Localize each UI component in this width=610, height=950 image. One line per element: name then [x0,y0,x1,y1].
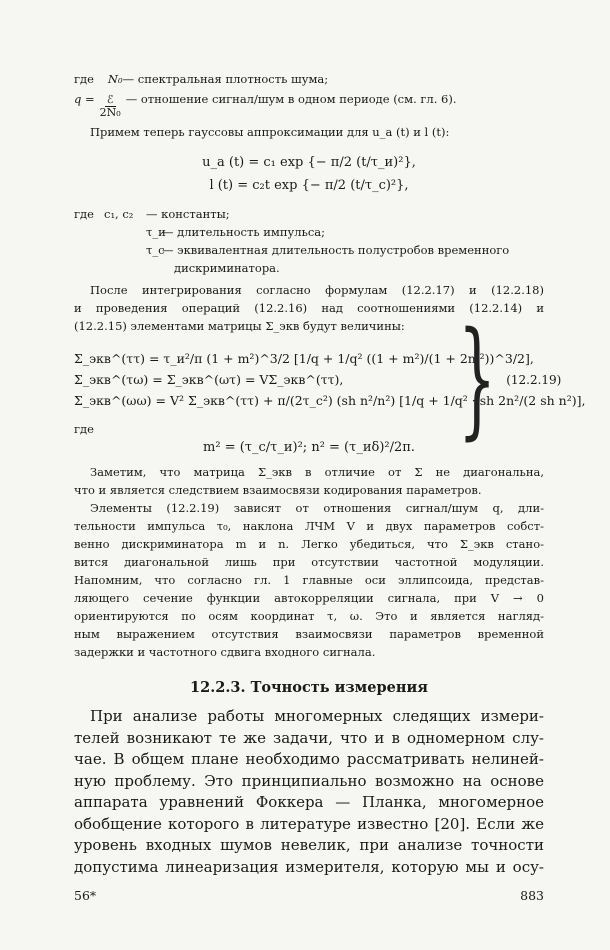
big-line: обобщение которого в литературе известно [20]. Если же [74,814,544,833]
n0-definition: — спектральная плотность шума; [122,72,329,86]
q-denominator: 2N₀ [99,106,121,119]
formula-ua: u_а (t) = c₁ exp {− π/2 (t/τ_и)²}, [202,155,416,170]
big-line: допустима линеаризация измерителя, которую мы и осу- [74,857,544,876]
para-line: ляющего сечение функции автокорреляции сигнала, при V → 0 [74,591,544,605]
q-lhs: q = [74,92,95,106]
def-row-tc [74,241,544,259]
para-line: ориентируются по осям координат τ, ω. Это и является нагляд- [74,609,544,623]
equation-line-tt: Σ_экв^(ττ) = τ_и²/π (1 + m²)^3/2 [1/q + 1/q² ((1 + m²)/(1 + 2m²))^3/2], [74,351,534,366]
defs-top [74,70,544,141]
big-line: чае. В общем плане необходимо рассматривать нелиней- [74,750,544,768]
def-row-c [74,205,544,223]
page-body [74,70,586,878]
para-line: вится диагональной лишь при отсутствии частотной модуляции. [74,555,544,569]
section-title: 12.2.3. Точность измерения [190,679,428,696]
para-line: задержки и частотного сдвига входного сигнала. [74,645,376,659]
big-line: При анализе работы многомерных следящих измери- [90,707,544,725]
q-definition: — отношение сигнал/шум в одном периоде (см. гл. 6). [125,92,457,106]
def-row-tc-cont [74,259,544,277]
right-brace: } [458,306,497,453]
where-3: где [74,422,94,436]
def-term-c: c₁, c₂ [104,207,134,221]
para-big [74,706,544,878]
para-line: Элементы (12.2.19) зависят от отношения сигнал/шум q, дли- [90,501,544,515]
page-number: 883 [520,888,544,903]
page-footer [74,888,544,903]
para-line: Напомним, что согласно гл. 1 главные оси эллипсоида, представ- [74,573,544,587]
para-note-line: Заметим, что матрица Σ_экв в отличие от Σ не диагональна, [90,465,544,479]
where-word: где [74,72,94,86]
intro-line: Примем теперь гауссовы аппроксимации для u_а (t) и l (t): [90,125,450,139]
def-term-ti: τ_и [146,225,166,239]
def-term-tc: τ_c [146,243,165,257]
para-line: тельности импульса τ₀, наклона ЛЧМ V и двух параметров собст- [74,519,544,533]
n0-var: N₀ [107,72,123,86]
equation-number: (12.2.19) [506,372,562,387]
def-text-c: — константы; [146,207,230,221]
def-text-ti: — длительность импульса; [162,225,326,239]
para-note [74,463,544,499]
para-line: ным выражением отсутствия взаимосвязи параметров временной [74,627,544,641]
big-line: уровень входных шумов невелик, при анализе точности [74,836,544,854]
formula-mn: m² = (τ_c/τ_и)²; n² = (τ_иδ)²/2π. [203,440,415,455]
para-after-line: (12.2.15) элементами матрицы Σ_экв будут величины: [74,319,405,333]
defs-mid [74,205,544,277]
def-text-tc: — эквивалентная длительность полустробов временного [162,243,510,257]
para-after-line: и проведения операций (12.2.16) над соотношениями (12.2.14) и [74,301,544,315]
big-line: аппарата уравнений Фоккера — Планка, многомерное [74,793,544,811]
def-text-tc-cont: дискриминатора. [174,261,280,275]
q-fraction [98,94,123,119]
equation-line-tw: Σ_экв^(τω) = Σ_экв^(ωτ) = VΣ_экв^(ττ), [74,372,344,387]
para-elements [74,499,544,661]
para-line: венно дискриминатора m и n. Легко убедиться, что Σ_экв стано- [74,537,544,551]
para-note-line: что и является следствием взаимосвязи кодирования параметров. [74,483,482,497]
big-line: телей возникают те же задачи, что и в одномерном слу- [74,728,544,747]
q-numerator: ℰ [106,93,114,106]
formula-l: l (t) = c₂t exp {− π/2 (t/τ_c)²}, [209,178,409,193]
def-q-line [74,90,544,119]
para-after-line: После интегрирования согласно формулам (12.2.17) и (12.2.18) [90,283,544,297]
def-row-ti [74,223,544,241]
big-line: ную проблему. Это принципиально возможно на основе [74,771,544,790]
def-n0-line [74,70,544,88]
signature-mark: 56* [74,888,97,903]
where-word-2: где [74,207,94,221]
equation-line-ww: Σ_экв^(ωω) = V² Σ_экв^(ττ) + π/(2τ_c²) (sh n²/n²) [1/q + 1/q² · sh 2n²/(2 sh n²)], [74,393,586,408]
